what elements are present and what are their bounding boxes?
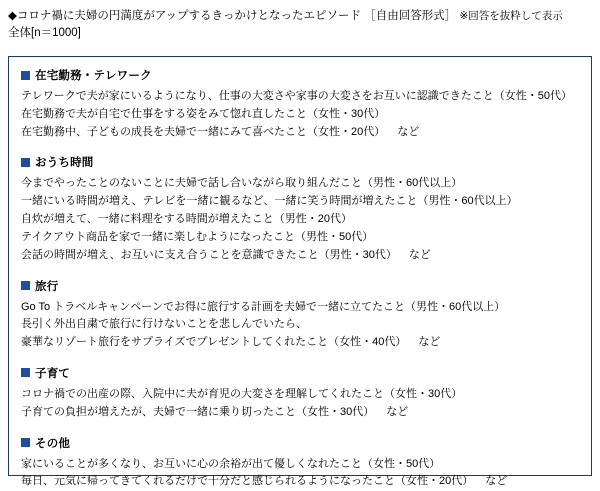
square-bullet-icon: [21, 438, 30, 447]
list-item-text: 会話の時間が増え、お互いに支え合うことを意識できたこと（男性・30代）: [21, 248, 397, 261]
list-item-text: コロナ禍での出産の際、入院中に夫が育児の大変さを理解してくれたこと（女性・30代）: [21, 387, 463, 400]
document-header: [0, 0, 600, 47]
section-title-label: その他: [35, 437, 71, 450]
section-title-label: おうち時間: [35, 157, 94, 170]
section-telework: [21, 67, 579, 141]
list-item-nado: など: [485, 475, 508, 488]
section-home-time: [21, 154, 579, 264]
square-bullet-icon: [21, 368, 30, 377]
list-item-text: 在宅勤務で夫が自宅で仕事をする姿をみて惚れ直したこと（女性・30代）: [21, 107, 386, 120]
list-item-text: 豪華なリゾート旅行をサプライズでプレゼントしてくれたこと（女性・40代）: [21, 336, 407, 349]
page-subtitle: 全体[n＝1000]: [8, 27, 81, 40]
square-bullet-icon: [21, 281, 30, 290]
section-title-label: 子育て: [35, 367, 71, 380]
list-item-text: 一緒にいる時間が増え、テレビを一緒に観るなど、一緒に笑う時間が増えたこと（男性・60代以上）: [21, 195, 518, 208]
list-item: [21, 175, 579, 193]
section-title: [21, 154, 579, 170]
list-item-nado: など: [397, 125, 420, 138]
list-item: [21, 316, 579, 334]
list-item-text: 子育ての負担が増えたが、夫婦で一緒に乗り切ったこと（女性・30代）: [21, 405, 375, 418]
list-item: [21, 88, 579, 106]
page-title: ◆コロナ禍に夫婦の円満度がアップするきっかけとなったエピソード ［自由回答形式］: [8, 10, 457, 22]
list-item: [21, 404, 579, 422]
list-item: [21, 247, 579, 265]
list-item-text: 毎日、元気に帰ってきてくれるだけで十分だと感じられるようになったこと（女性・20代）: [21, 475, 474, 488]
section-title: [21, 365, 579, 381]
list-item: [21, 211, 579, 229]
list-item: [21, 334, 579, 352]
section-childcare: [21, 365, 579, 422]
list-item-text: 今までやったことのないことに夫婦で話し合いながら取り組んだこと（男性・60代以上）: [21, 177, 463, 190]
list-item: [21, 299, 579, 317]
section-title: [21, 67, 579, 83]
list-item-text: 自炊が増えて、一緒に料理をする時間が増えたこと（男性・20代）: [21, 213, 353, 226]
page-title-note: ※回答を抜粋して表示: [459, 10, 563, 22]
list-item-nado: など: [386, 405, 409, 418]
content-frame: [8, 56, 592, 488]
list-item-text: 在宅勤務中、子どもの成長を夫婦で一緒にみて喜べたこと（女性・20代）: [21, 125, 386, 138]
section-title-label: 旅行: [35, 280, 59, 293]
list-item: [21, 473, 579, 491]
list-item-text: テイクアウト商品を家で一緒に楽しむようになったこと（男性・50代）: [21, 230, 374, 243]
section-travel: [21, 278, 579, 352]
section-title-label: 在宅勤務・テレワーク: [35, 70, 152, 82]
list-item-text: 家にいることが多くなり、お互いに心の余裕が出て優しくなれたこと（女性・50代）: [21, 457, 441, 470]
list-item-text: テレワークで夫が家にいるようになり、仕事の大変さや家事の大変さをお互いに認識できたこと（女性・50代）: [21, 90, 573, 102]
list-item: [21, 456, 579, 474]
square-bullet-icon: [21, 71, 30, 80]
square-bullet-icon: [21, 158, 30, 167]
section-title: [21, 278, 579, 294]
list-item-text: 長引く外出自粛で旅行に行けないことを悲しんでいたら、: [21, 318, 307, 331]
list-item-text: Go To トラベルキャンペーンでお得に旅行する計画を夫婦で一緒に立てたこと（男性・60代以上）: [21, 300, 506, 313]
list-item-nado: など: [418, 336, 441, 349]
list-item-nado: など: [408, 248, 431, 261]
list-item: [21, 106, 579, 124]
list-item: [21, 124, 579, 142]
section-other: [21, 435, 579, 491]
list-item: [21, 229, 579, 247]
page-title-line: [8, 8, 590, 25]
section-title: [21, 435, 579, 451]
list-item: [21, 386, 579, 404]
list-item: [21, 193, 579, 211]
